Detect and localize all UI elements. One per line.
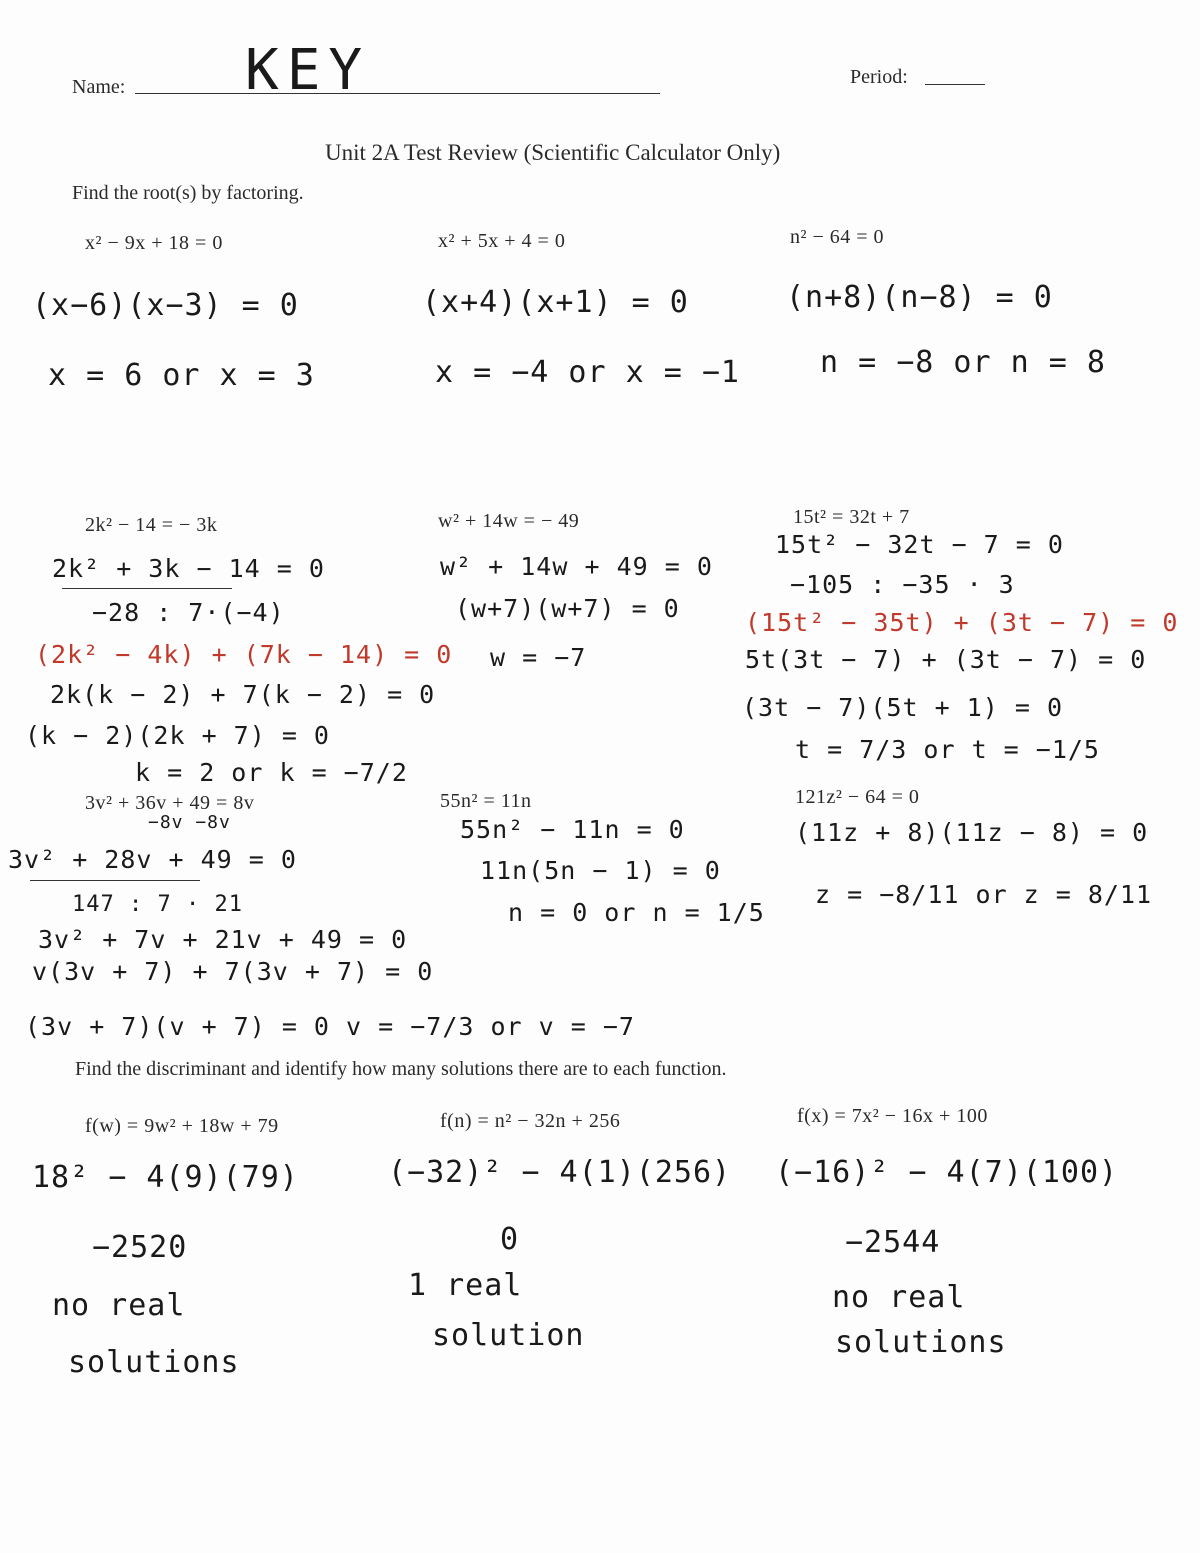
name-value: KEY <box>245 38 371 103</box>
problem-7-equation: 3v² + 36v + 49 = 8v <box>85 792 255 814</box>
problem-6-equation: 15t² = 32t + 7 <box>793 506 910 528</box>
problem-4-work-4: 2k(k − 2) + 7(k − 2) = 0 <box>50 680 436 709</box>
problem-4-work-2: −28 : 7·(−4) <box>92 598 285 627</box>
problem-6-work-2: −105 : −35 · 3 <box>790 570 1015 599</box>
problem-7-underline <box>30 880 200 881</box>
period-label: Period: <box>850 66 908 88</box>
discriminant-2-work-1: (−32)² − 4(1)(256) <box>388 1155 732 1190</box>
discriminant-1-work-4: solutions <box>68 1345 240 1380</box>
problem-3-equation: n² − 64 = 0 <box>790 226 885 248</box>
problem-5-work-2: (w+7)(w+7) = 0 <box>455 594 680 623</box>
discriminant-3-equation: f(x) = 7x² − 16x + 100 <box>797 1105 988 1127</box>
problem-8-work-1: 55n² − 11n = 0 <box>460 815 685 844</box>
problem-2-equation: x² + 5x + 4 = 0 <box>438 230 566 252</box>
problem-4-work-5: (k − 2)(2k + 7) = 0 <box>25 721 330 750</box>
discriminant-1-work-1: 18² − 4(9)(79) <box>32 1160 299 1195</box>
problem-2-work-1: (x+4)(x+1) = 0 <box>422 285 689 320</box>
problem-6-work-5: (3t − 7)(5t + 1) = 0 <box>742 693 1064 722</box>
problem-4-work-6: k = 2 or k = −7/2 <box>135 758 408 787</box>
problem-1-work-1: (x−6)(x−3) = 0 <box>32 288 299 323</box>
problem-4-work-3: (2k² − 4k) + (7k − 14) = 0 <box>35 640 453 669</box>
problem-7-work-4: 3v² + 7v + 21v + 49 = 0 <box>38 925 408 954</box>
discriminant-2-equation: f(n) = n² − 32n + 256 <box>440 1110 621 1132</box>
problem-7-work-2: 3v² + 28v + 49 = 0 <box>8 845 297 874</box>
discriminant-1-equation: f(w) = 9w² + 18w + 79 <box>85 1115 279 1137</box>
discriminant-1-work-3: no real <box>52 1288 186 1323</box>
problem-5-equation: w² + 14w = − 49 <box>438 510 580 532</box>
section2-instruction: Find the discriminant and identify how many solutions there are to each function. <box>75 1058 727 1080</box>
discriminant-3-work-1: (−16)² − 4(7)(100) <box>775 1155 1119 1190</box>
problem-7-work-6: (3v + 7)(v + 7) = 0 v = −7/3 or v = −7 <box>25 1012 635 1041</box>
problem-6-work-3: (15t² − 35t) + (3t − 7) = 0 <box>745 608 1179 637</box>
period-line <box>925 84 985 85</box>
discriminant-2-work-2: 0 <box>500 1222 520 1257</box>
problem-6-work-4: 5t(3t − 7) + (3t − 7) = 0 <box>745 645 1147 674</box>
name-label: Name: <box>72 76 126 98</box>
problem-3-work-1: (n+8)(n−8) = 0 <box>786 280 1053 315</box>
problem-6-work-1: 15t² − 32t − 7 = 0 <box>775 530 1064 559</box>
problem-2-work-2: x = −4 or x = −1 <box>435 355 740 390</box>
problem-4-underline <box>62 588 232 589</box>
problem-3-work-2: n = −8 or n = 8 <box>820 345 1106 380</box>
problem-5-work-1: w² + 14w + 49 = 0 <box>440 552 713 581</box>
problem-4-equation: 2k² − 14 = − 3k <box>85 514 218 536</box>
problem-6-work-6: t = 7/3 or t = −1/5 <box>795 735 1100 764</box>
discriminant-3-work-3: no real <box>832 1280 966 1315</box>
discriminant-1-work-2: −2520 <box>92 1230 188 1265</box>
problem-8-work-2: 11n(5n − 1) = 0 <box>480 856 721 885</box>
discriminant-3-work-4: solutions <box>835 1325 1007 1360</box>
problem-7-work-1: −8v −8v <box>148 812 231 833</box>
problem-9-equation: 121z² − 64 = 0 <box>795 786 920 808</box>
discriminant-2-work-3: 1 real <box>408 1268 523 1303</box>
problem-8-equation: 55n² = 11n <box>440 790 532 812</box>
name-line <box>135 93 660 94</box>
page-title: Unit 2A Test Review (Scientific Calculator Only) <box>325 140 781 165</box>
problem-7-work-3: 147 : 7 · 21 <box>72 892 243 917</box>
problem-4-work-1: 2k² + 3k − 14 = 0 <box>52 554 325 583</box>
problem-8-work-3: n = 0 or n = 1/5 <box>508 898 765 927</box>
problem-9-work-2: z = −8/11 or z = 8/11 <box>815 880 1153 909</box>
problem-1-equation: x² − 9x + 18 = 0 <box>85 232 223 254</box>
section1-instruction: Find the root(s) by factoring. <box>72 182 304 204</box>
discriminant-2-work-4: solution <box>432 1318 585 1353</box>
problem-7-work-5: v(3v + 7) + 7(3v + 7) = 0 <box>32 957 434 986</box>
problem-9-work-1: (11z + 8)(11z − 8) = 0 <box>795 818 1149 847</box>
problem-5-work-3: w = −7 <box>490 643 587 672</box>
discriminant-3-work-2: −2544 <box>845 1225 941 1260</box>
problem-1-work-2: x = 6 or x = 3 <box>48 358 315 393</box>
